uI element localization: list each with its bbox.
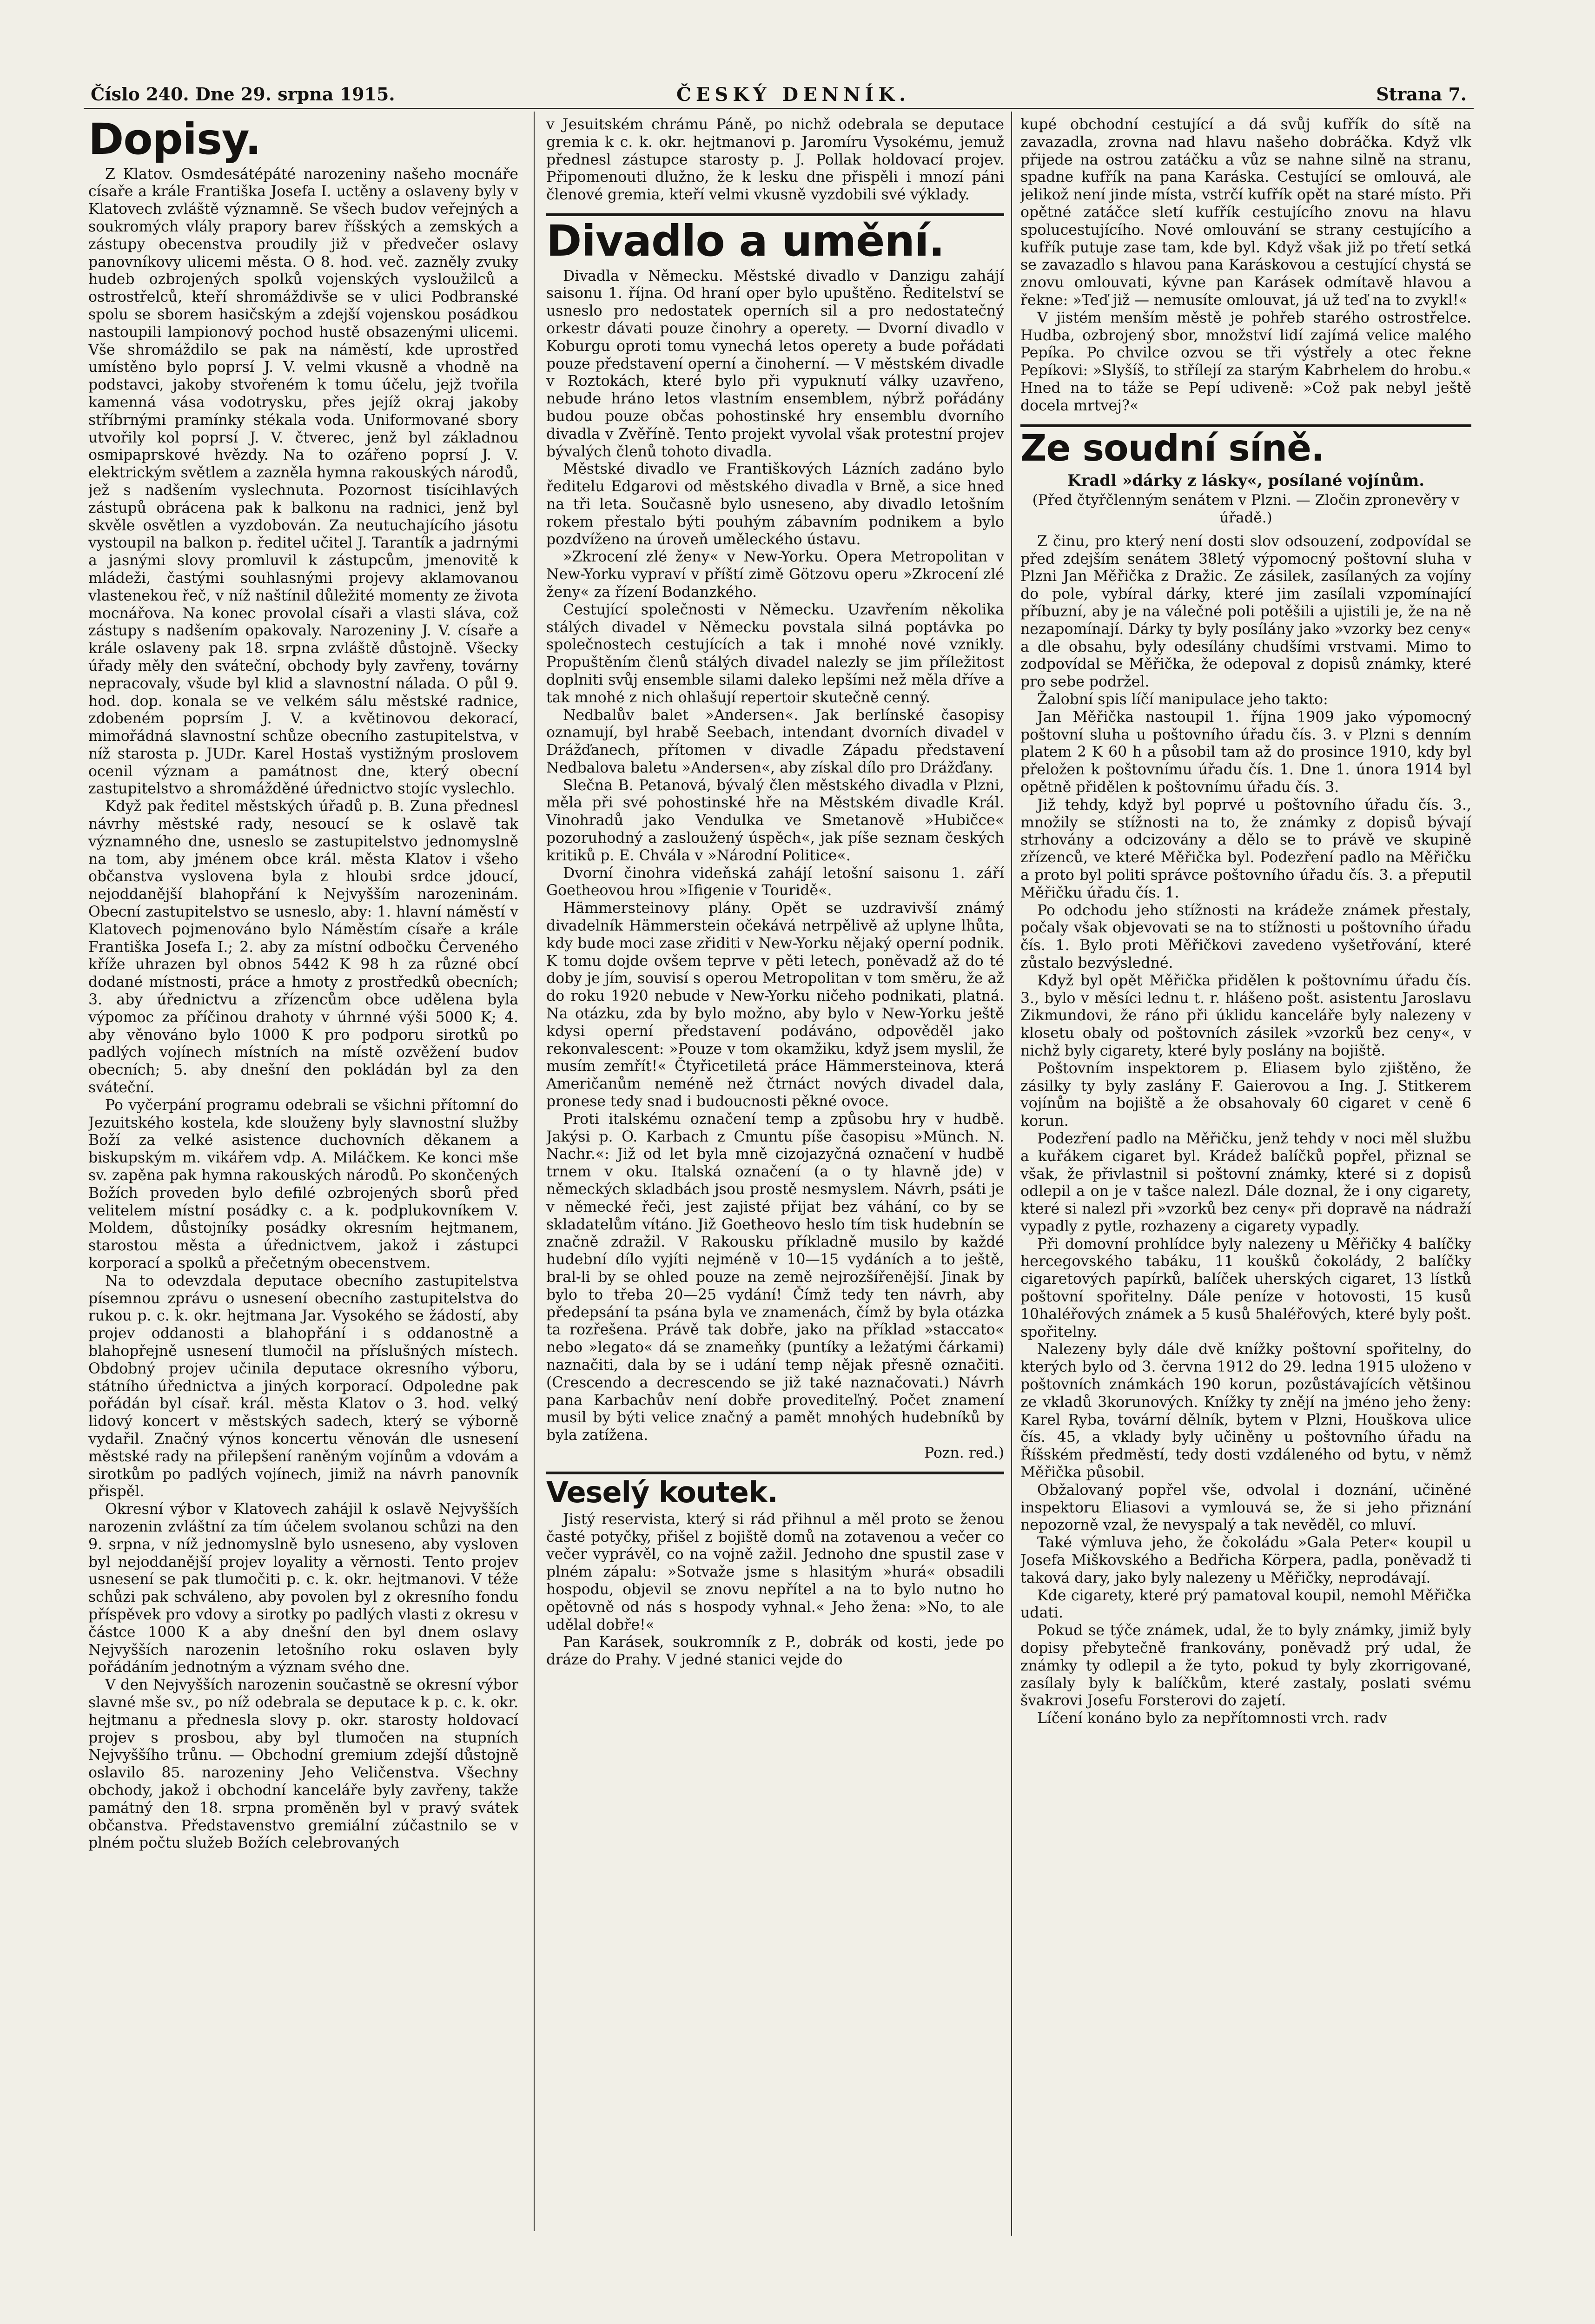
article-paragraph: Jistý reservista, který si rád přihnul a měl proto se ženou časté potyčky, přišel z bojiště domů na zotavenou a večer co večer vyprávěl, co na vojně zažil. Jednoho dne spustil zase v plném zápalu: »Sotvaže jsme s hlasitým »hurá« obsadili hospodu, objevil se znovu nepřítel a na to bylo nutno ho opětovně od nás s hospody vyhnal.« Jeho žena: »No, to ale udělal dobře!« bbox=[546, 1511, 1004, 1633]
article-paragraph: Okresní výbor v Klatovech zahájil k oslavě Nejvyšších narozenin zvláštní za tím účelem svolanou schůzi na den 9. srpna, v níž jednomyslně bylo usneseno, aby vysloven byl nejoddanější projev loyality a věrnosti. Tento projev usnesení se pak tlumočiti p. c. k. okr. hejtmanovi. V téže schůzi pak schváleno, aby povolen byl z okresního fondu příspěvek pro vdovy a sirotky po padlých vlasti z okresu v částce 1000 K a aby dnešní den byl dnem oslavy Nejvyšších narozenin letošního roku oslaven byly pořádáním jednotným a význam svého dne. bbox=[88, 1501, 518, 1676]
article-paragraph: Při domovní prohlídce byly nalezeny u Měřičky 4 balíčky hercegovského tabáku, 11 koušků čokolády, 2 balíčky cigaretových papírků, balíček uherských cigaret, 13 lístků poštovní spořitelny. Dále peníze v hotovosti, 15 kusů 10haléřových známek a 5 kusů 5haléřových, které byly pošt. spořitelny. bbox=[1020, 1235, 1471, 1340]
article-paragraph: Kde cigarety, které prý pamatoval koupil, nemohl Měřička udati. bbox=[1020, 1587, 1471, 1622]
article-body bbox=[546, 116, 1004, 204]
article-paragraph: Po odchodu jeho stížnosti na krádeže známek přestaly, počaly však objevovati se na to stížnosti u poštovního úřadu čís. 1. Bylo proti Měřičkovi zavedeno vyšetřování, které zůstalo bezvýsledné. bbox=[1020, 902, 1471, 971]
column-letters bbox=[88, 116, 518, 2222]
newspaper-title: ČESKÝ DENNÍK. bbox=[676, 84, 911, 106]
article-paragraph: Obžalovaný popřel vše, odvolal i doznání, učiněné inspektoru Eliasovi a vymlouvá se, že si jeho přiznání nepozorně vzal, že nevyspalý a tak nevěděl, co mluví. bbox=[1020, 1481, 1471, 1534]
article-paragraph: Také výmluva jeho, že čokoládu »Gala Peter« koupil u Josefa Miškovského a Bedřicha Körpera, padla, poněvadž ti taková dary, jako byly nalezeny u Měřičky, neprodávají. bbox=[1020, 1534, 1471, 1586]
column-divider bbox=[534, 112, 535, 2231]
article-paragraph: »Zkrocení zlé ženy« v New-Yorku. Opera Metropolitan v New-Yorku vypraví v příští zimě Götzovu operu »Zkrocení zlé ženy« za řízení Bodanzkého. bbox=[546, 548, 1004, 601]
article-paragraph: Po vyčerpání programu odebrali se všichni přítomní do Jezuitského kostela, kde slouženy byly slavnostní služby Boží za velké asistence duchovních děkanem a biskupským m. vikářem vdp. A. Miláčkem. Ke konci mše sv. zapěna pak hymna rakouských národů. Po skončených Božích proveden bylo defilé ozbrojených sborů před velitelem místní posádky c. a k. podplukovníkem V. Moldem, důstojníky posádky okresním hejtmanem, starostou města a úřednictvem, jakož i zástupci korporací a spolků a přečetným obecenstvem. bbox=[88, 1096, 518, 1272]
masthead bbox=[91, 79, 1467, 112]
section-headline-letters: Dopisy. bbox=[88, 116, 261, 164]
article-paragraph: v Jesuitském chrámu Páně, po nichž odebrala se deputace gremia k c. k. okr. hejtmanovi p. Jaromíru Vysokému, jemuž přednesl zástupce starosty p. J. Pollak holdovací projev. Připomenouti dlužno, že k lesku dne přispěli i mnozí páni členové gremia, kteří velmi vkusně vyzdobili své výklady. bbox=[546, 116, 1004, 204]
article-paragraph: Když pak ředitel městských úřadů p. B. Zuna přednesl návrhy městské rady, nesoucí se k oslavě tak významného dne, usneslo se zastupitelstvo jednomyslně na tom, aby jménem obce král. města Klatov i všeho občanstva vyslovena byla z hloubi srdce jdoucí, nejoddanější blahopřání k Nejvyšším narozeninám. Obecní zastupitelstvo se usneslo, aby: 1. hlavní náměstí v Klatovech pojmenováno bylo Náměstím císaře a krále Františka Josefa I.; 2. aby za místní odbočku Červeného kříže uhrazen byl obnos 5442 K 98 h za různé obcí dodané místnosti, práce a hmoty z prostředků obecních; 3. aby úřednictvu a zřízencům obce udělena byla výpomoc za příčinou drahoty v úhrnné výši 5000 K; 4. aby věnováno bylo 1000 K pro podporu sirotků po padlých vojínech místních na místě ozvěžení budov obecních; 5. aby dnešní den pokládán byl za den sváteční. bbox=[88, 798, 518, 1096]
article-body bbox=[88, 166, 518, 1853]
article-paragraph: Dvorní činohra videňská zahájí letošní saisonu 1. září Goetheovou hrou »Ifigenie v Touridě«. bbox=[546, 865, 1004, 899]
article-paragraph: Hämmersteinovy plány. Opět se uzdravivší známý divadelník Hämmerstein očekává netrpělivě až uplyne lhůta, kdy bude moci zase zřiditi v New-Yorku nějaký operní podnik. K tomu dojde ovšem teprve v pěti letech, poněvadž až do té doby je jím, souvisí s operou Metropolitan v tom směru, že až do roku 1920 nebude v New-Yorku ničeho podnikati, platná. Na otázku, zda by bylo možno, aby bylo v New-Yorku ještě kdysi operní představení podáváno, odpověděl jako rekonvalescent: »Pouze v tom okamžiku, když jsem myslil, že musím zemřít!« Čtyřicetiletá práce Hämmersteinova, která Američanům neméně než čtrnáct nových divadel dala, pronese tedy snad i budoucnosti pěkné ovoce. bbox=[546, 900, 1004, 1110]
section-rule bbox=[1020, 424, 1471, 427]
article-paragraph: Poštovním inspektorem p. Eliasem bylo zjištěno, že zásilky ty byly zaslány F. Gaierovou a Ing. J. Stitkerem vojínům na bojiště a že obsahovaly 60 cigaret v ceně 6 korun. bbox=[1020, 1060, 1471, 1130]
article-paragraph: V jistém menším městě je pohřeb starého ostrostřelce. Hudba, ozbrojený sbor, množství lidí zajímá velice malého Pepíka. Po chvilce ozvou se tři výstřely a otec řekne Pepíkovi: »Slyšíš, to střílejí za starým Kabrhelem do hrobu.« Hned na to táže se Pepí udiveně: »Což pak nebyl ještě docela mrtvej?« bbox=[1020, 309, 1471, 414]
article-paragraph: Nalezeny byly dále dvě knížky poštovní spořitelny, do kterých bylo od 3. června 1912 do 29. ledna 1915 uloženo v poštovních známkách 190 korun, pozůstávajících většinou ze vkladů 3korunových. Knížky ty znějí na jméno jeho ženy: Karel Ryba, tovární dělník, bytem v Plzni, Houškova ulice čís. 45, a vklady byly učiněny u poštovního úřadu na Říšském předměstí, tedy dosti vzdáleného od bytu, v němž Měřička působil. bbox=[1020, 1341, 1471, 1481]
article-paragraph: Líčení konáno bylo za nepřítomnosti vrch. radv bbox=[1037, 1710, 1387, 1727]
article-paragraph: Žalobní spis líčí manipulace jeho takto: bbox=[1037, 691, 1328, 708]
article-body bbox=[1020, 116, 1471, 415]
section-headline-theatre: Divadlo a umění. bbox=[546, 216, 945, 266]
article-paragraph: Z Klatov. Osmdesátépáté narozeniny našeho mocnáře císaře a krále Františka Josefa I. uctěny a oslaveny byly v Klatovech zvláště významně. Se všech budov veřejných a soukromých vlály prapory barev říšských a zemských a zástupy obecenstva proudily již v předvečer oslavy panovníkovy ulicemi města. O 8. hod. več. zazněly zvuky hudeb ozbrojených spolků vojenských vysloužilců a ostrostřelců, kteří shromáždivše se v ulici Podbranské spolu se sborem hasičským a zdejší vojenskou posádkou nastoupili lampionový pochod hustě obsazenými ulicemi. Vše shromáždilo se pak na náměstí, kde uprostřed umístěno bylo poprsí J. V. velmi vkusně a vhodně na podstavci, jakoby stvořeném k tomu účelu, jejž tvořila kamenná vása vodotrysku, přes jejíž okraj jakoby stříbrnými pramínky stékala voda. Uniformované sbory utvořily kol poprsí J. V. čtverec, jenž byl základnou osmipaprskové hvězdy. Na to ozářeno poprsí J. V. elektrickým světlem a zazněla hymna rakouských národů, jež s nadšením vyslechnuta. Pozornost tisícihlavých zástupů obrácena pak k balkonu na radnici, jenž byl skvěle osvětlen a vyzdobován. Za neutuchajícího jásotu vystoupil na balkon p. ředitel učitel J. Tarantík a jadrnými a jasnými slovy promluvil k zástupcům, jmenovitě k mládeži, častými souhlasnými projevy aklamovanou vlastenekou řeč, v níž naštínil důležité momenty ze života mocnářova. Na konec provolal císaři a vlasti sláva, což zástupy s nadšením opakovaly. Narozeniny J. V. císaře a krále oslaveny pak 18. srpna zvláště důstojně. Všecky úřady měly den sváteční, obchody byly zavřeny, továrny nepracovaly, všude byl klid a slavnostní nálada. O půl 9. hod. dop. konala se ve velkém sálu městské radnice, zdobeném poprsím J. V. a květinovou dekorací, mimořádná slavnostní schůze obecního zastupitelstva, v níž starosta p. JUDr. Karel Hostaš vystižným proslovem ocenil význam a památnost dne, který obecní zastupitelstvo a shromážděné úřednictvo stojíc vyslechlo. bbox=[88, 165, 518, 798]
article-paragraph: Když byl opět Měřička přidělen k poštovnímu úřadu čís. 3., bylo v měsíci lednu t. r. hlášeno pošt. asistentu Jaroslavu Zikmundovi, že ráno při úklidu kanceláře byly nalezeny v klosetu obaly od poštovních zásilek »vzorků bez ceny«, v nichž byly cigarety, které byly poslány na bojiště. bbox=[1020, 972, 1471, 1059]
article-paragraph: Divadla v Německu. Městské divadlo v Danzigu zahájí saisonu 1. října. Od hraní oper bylo upuštěno. Ředitelství se usneslo pro nedostatek operních sil a pro nedostatečný orkestr dávati pouze činohry a operety. — Dvorní divadlo v Koburgu oproti tomu vynechá letos operety a bude pořádati pouze představení operní a činoherní. — V městském divadle v Roztokách, které bylo při vypuknutí války uzavřeno, nebude hráno letos vlastním ensemblem, nýbrž pořádány budou pouze občas pohostinské hry ensemblu dvorního divadla v Zvěříně. Tento projekt vyvolal však protestní projev bývalých členů tohoto divadla. bbox=[546, 267, 1004, 460]
article-body bbox=[1020, 533, 1471, 1728]
article-paragraph: Z činu, pro který není dosti slov odsouzení, zodpovídal se před zdejším senátem 38letý výpomocný poštovní sluha v Plzni Jan Měřička z Dražic. Ze zásilek, zasílaných za vojíny do pole, vybíral dárky, které jim zasílali vzpomínající příbuzní, aby je na válečné poli potěšili a ujistili je, že na ně nezapomínají. Dárky ty byly posílány jako »vzorky bez ceny« a dle obsahu, byly odesílány chudšími vrstvami. Mimo to zodpovídal se Měřička, že odepoval z dopisů známky, které pro sebe podržel. bbox=[1020, 533, 1471, 691]
column-theatre bbox=[546, 116, 1004, 2240]
article-body bbox=[546, 1511, 1004, 1669]
column-court bbox=[1020, 116, 1471, 2250]
article-paragraph: V den Nejvyšších narozenin součastně se okresní výbor slavné mše sv., po níž odebrala se deputace k p. c. k. okr. hejtmanu a přednesla slovy p. okr. starosty holdovací projev s prosbou, aby byl tlumočen na stupních Nejvyššího trůnu. — Obchodní gremium zdejší důstojně oslavilo 85. narozeniny Jeho Veličenstva. Všechny obchody, jakož i obchodní kanceláře byly zavřeny, takže památný den 18. srpna proměněn byl v pravý svátek občanstva. Představenstvo gremiální zúčastnilo se v plném počtu služeb Božích celebrovaných bbox=[88, 1677, 518, 1852]
article-paragraph: Pan Karásek, soukromník z P., dobrák od kosti, jede po dráze do Prahy. V jedné stanici vejde do bbox=[546, 1634, 1004, 1669]
article-paragraph: kupé obchodní cestující a dá svůj kufřík do sítě na zavazadla, zrovna nad hlavu našeho dobráčka. Když vlk přijede na ostrou zatáčku a vůz se nahne silně na stranu, spadne kufřík na pana Karáska. Cestující se omlouvá, ale jelikož není jinde místa, vstrčí kufřík opět na staré místo. Při opětné zatáčce sletí kufřík cestujícího znovu na hlavu spolucestujícího. Nové omlouvání se strany cestujícího a kufřík putuje zase tam, kde byl. Když však již po třetí setká se zavazadlo s hlavou pana Karáskovou a cestující chystá se znovu omlouvati, kývne pan Karásek odmítavě hlavou a řekne: »Teď již — nemusíte omlouvat, já už teď na to zvykl!« bbox=[1020, 116, 1471, 309]
article-subnote: (Před čtyřčlenným senátem v Plzni. — Zločin zpronevěry v úřadě.) bbox=[1032, 492, 1460, 526]
article-paragraph: Na to odevzdala deputace obecního zastupitelstva písemnou zprávu o usnesení obecního zastupitelstva do rukou p. c. k. okr. hejtmana Jar. Vysokého se žádostí, aby projev oddanosti a blahopřání i s oddanostně a blahopřejně usnesení tlumočil na příslušných místech. Obdobný projev učinila deputace okresního výboru, státního úřednictva a jiných korporací. Odpoledne pak pořádán byl císař. král. města Klatov o 3. hod. velký lidový koncert v městských sadech, který se výborně vydařil. Značný výnos koncertu věnován dle usnesení městské rady na přilepšení raněným vojínům a vdovám a sirotkům po padlých vojínech, jimiž na návrh panovník přispěl. bbox=[88, 1272, 518, 1500]
column-divider bbox=[1011, 112, 1012, 2236]
section-headline-court: Ze soudní síně. bbox=[1020, 427, 1324, 469]
issue-date: Číslo 240. Dne 29. srpna 1915. bbox=[91, 84, 395, 105]
section-rule bbox=[546, 1472, 1004, 1474]
article-subheadline: Kradl »dárky z lásky«, posílané vojínům. bbox=[1067, 471, 1425, 490]
article-paragraph: Cestující společnosti v Německu. Uzavřením několika stálých divadel v Německu povstala silná poptávka po společnostech cestujících a tak i mnohé nové vznikly. Propuštěním členů stálých divadel nalezly se jim příležitost doplniti svůj ensemble silami daleko lepšími než měla dříve a tak mnohé z nich ohlašují repertoir skutečně cenný. bbox=[546, 601, 1004, 706]
article-paragraph: Pozn. red.) bbox=[924, 1444, 1004, 1461]
article-paragraph: Již tehdy, když byl poprvé u poštovního úřadu čís. 3., množily se stížnosti na to, že známky z dopisů bývají strhovány a odcizovány a dělo se to právě ve skupině zřízenců, ve které Měřička byl. Podezření padlo na Měřičku a proto byl politi správce poštovního úřadu čís. 3. a přeputil Měřičku úřadu čís. 1. bbox=[1020, 796, 1471, 901]
section-headline-humor: Veselý koutek. bbox=[546, 1475, 778, 1509]
article-paragraph: Nedbalův balet »Andersen«. Jak berlínské časopisy oznamují, byl hrabě Seebach, intendant dvorních divadel v Drážďanech, přítomen v divadle Západu představení Nedbalova baletu »Andersen«, aby získal dílo pro Drážďany. bbox=[546, 706, 1004, 776]
article-body bbox=[546, 268, 1004, 1462]
article-paragraph: Proti italskému označení temp a způsobu hry v hudbě. Jakýsi p. O. Karbach z Cmuntu píše časopisu »Münch. N. Nachr.«: Již od let byla mně cizojazyčná označení v hudbě trnem v oku. Italská označení (a o ty hlavně jde) v německých skladbách jsou prostě nesmyslem. Návrh, psáti je v německé řeči, jest zajisté přijat bez váhání, co by se skladatelům vítáno. Již Goetheovo heslo tím tisk hudebnín se značně zdražil. V Rakousku příkladně musilo by každé hudební dílo vyjíti nejméně v 10—15 vydáních a to ještě, bral-li by se ohled pouze na země nejrozšířenější. Jinak by bylo to třeba 20—25 vydání! Čímž tedy ten návrh, aby předepsání ta psána byla ve znamenách, čímž by byla otázka ta rozřešena. Právě tak dobře, jako na příklad »staccato« nebo »legato« dá se znameňky (puntíky a ležatými čárkami) naznačiti, dala by se i udání temp nějak přesně označiti. (Crescendo a decrescendo se již také naznačovati.) Návrh pana Karbachův není dobře provediteľný. Počet znamení musil by býti velice značný a pamět mnohých hudebníků by byla zatížena. bbox=[546, 1110, 1004, 1444]
masthead-rule bbox=[84, 108, 1474, 109]
article-paragraph: Jan Měřička nastoupil 1. října 1909 jako výpomocný poštovní sluha u poštovního úřadu čís. 3. v Plzni s denním platem 2 K 60 h a působil tam až do prosince 1910, kdy byl přeložen k poštovnímu úřadu čís. 1. Dne 1. února 1914 byl opětně přidělen k poštovnímu úřadu čís. 3. bbox=[1020, 708, 1471, 796]
article-paragraph: Slečna B. Petanová, bývalý člen městského divadla v Plzni, měla při své pohostinské hře na Městském divadle Král. Vinohradů jako Vendulka ve Smetanově »Hubičce« pozoruhodný a zasloužený úspěch«, jak píše seznam českých kritiků p. E. Chvála v »Národní Politice«. bbox=[546, 777, 1004, 864]
article-paragraph: Pokud se týče známek, udal, že to byly známky, jimiž byly dopisy přebytečně frankovány, poněvadž prý udal, že známky ty odlepil a že tyto, pokud ty byly zkorrigované, zasílaly byly k balíčkům, které zastaly, poslati svému švakrovi Josefu Forsterovi do zajetí. bbox=[1020, 1622, 1471, 1710]
article-paragraph: Podezření padlo na Měřičku, jenž tehdy v noci měl službu a kuřákem cigaret byl. Krádež balíčků popřel, přiznal se však, že přivlastnil si poštovní známky, které si z dopisů odlepil a on je v tašce nalezl. Dále doznal, že i ony cigarety, které si nalezl při »vzorků bez ceny« při dopravě na nádraží vypadly z pytle, rozhazeny a cigarety vypadly. bbox=[1020, 1130, 1471, 1235]
page-number: Strana 7. bbox=[1376, 84, 1467, 105]
article-paragraph: Městské divadlo ve Františkových Lázních zadáno bylo ředitelu Edgarovi od městského divadla v Brně, a sice hned na tři leta. Současně bylo usneseno, aby divadlo letošním rokem přestalo býti pouhým zábavním podnikem a bylo pozdvíženo na úroveň uměleckého ústavu. bbox=[546, 461, 1004, 548]
